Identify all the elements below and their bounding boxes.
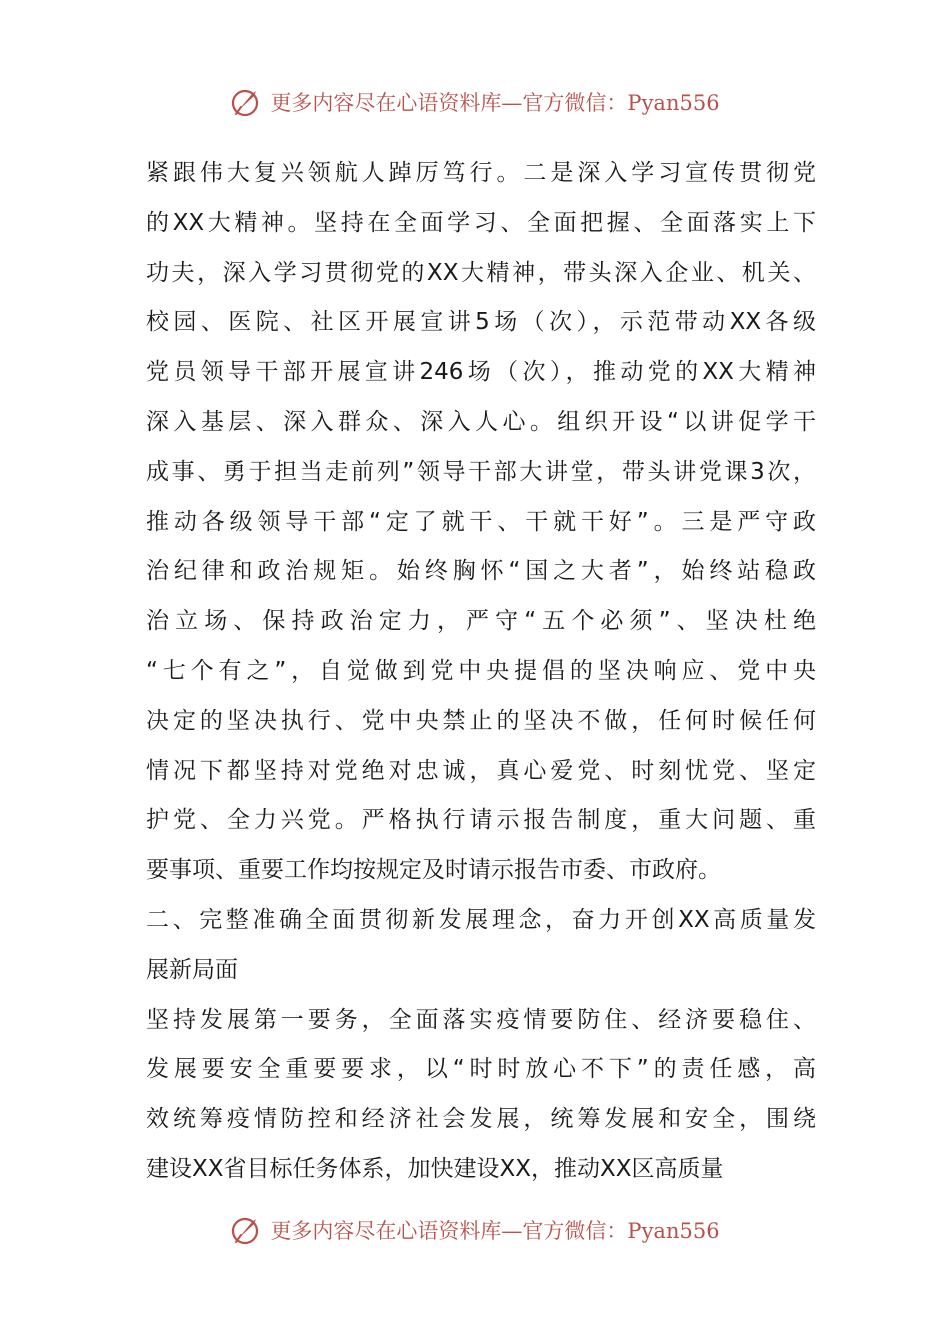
body-line: 的XX大精神。坚持在全面学习、全面把握、全面落实上下 [146, 209, 816, 236]
quill-seal-icon [230, 1213, 264, 1247]
watermark-banner-bottom [0, 1210, 950, 1250]
body-line: 推动各级领导干部“定了就干、干就干好”。三是严守政 [146, 508, 816, 535]
body-line: 要事项、重要工作均按规定及时请示报告市委、市政府。 [146, 857, 721, 884]
body-line: 展新局面 [146, 956, 238, 983]
document-body [146, 149, 816, 1195]
body-line: 坚持发展第一要务，全面落实疫情要防住、经济要稳住、 [146, 1006, 816, 1033]
body-line: 护党、全力兴党。严格执行请示报告制度，重大问题、重 [146, 807, 816, 834]
body-line: 成事、勇于担当走前列”领导干部大讲堂，带头讲党课3次， [146, 458, 816, 485]
body-line: 深入基层、深入群众、深入人心。组织开设“以讲促学干 [146, 408, 816, 435]
body-line: 功夫，深入学习贯彻党的XX大精神，带头深入企业、机关、 [146, 259, 816, 286]
watermark-banner-top [0, 82, 950, 122]
body-line: 校园、医院、社区开展宣讲5场（次），示范带动XX各级 [146, 309, 816, 336]
body-line: 情况下都坚持对党绝对忠诚，真心爱党、时刻忧党、坚定 [146, 757, 816, 784]
watermark-text: 更多内容尽在心语资料库—官方微信：Pyan556 [270, 91, 720, 115]
body-line: 建设XX省目标任务体系，加快建设XX，推动XX区高质量 [146, 1155, 724, 1182]
watermark-text: 更多内容尽在心语资料库—官方微信：Pyan556 [270, 1219, 720, 1243]
body-line: 治立场、保持政治定力，严守“五个必须”、坚决杜绝 [146, 608, 816, 635]
body-line: 紧跟伟大复兴领航人踔厉笃行。二是深入学习宣传贯彻党 [146, 160, 816, 186]
body-line: 发展要安全重要要求，以“时时放心不下”的责任感，高 [146, 1056, 816, 1083]
body-line: 党员领导干部开展宣讲246场（次），推动党的XX大精神 [146, 359, 816, 386]
quill-seal-icon [230, 85, 264, 119]
body-line: 效统筹疫情防控和经济社会发展，统筹发展和安全，围绕 [146, 1106, 816, 1133]
body-line: “七个有之”，自觉做到党中央提倡的坚决响应、党中央 [146, 657, 816, 684]
body-line: 决定的坚决执行、党中央禁止的坚决不做，任何时候任何 [146, 707, 816, 734]
body-line: 二、完整准确全面贯彻新发展理念，奋力开创XX高质量发 [146, 906, 816, 933]
body-line: 治纪律和政治规矩。始终胸怀“国之大者”，始终站稳政 [146, 558, 816, 585]
